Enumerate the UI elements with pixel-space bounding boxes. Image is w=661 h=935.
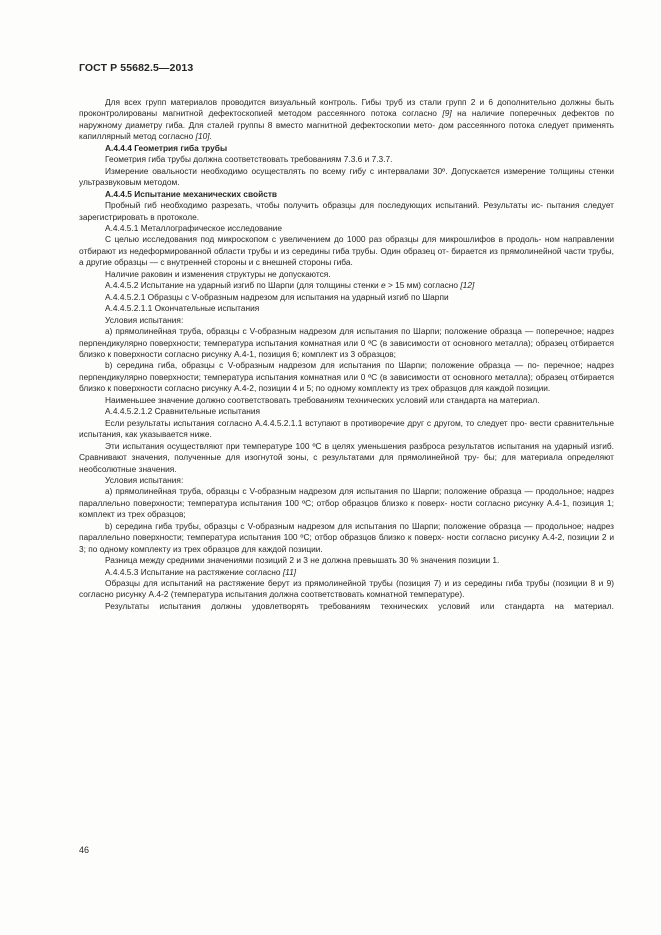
paragraph-text: А.4.4.5.2.1.2 Сравнительные испытания xyxy=(105,406,261,417)
paragraph xyxy=(79,475,614,486)
page-number: 46 xyxy=(79,845,90,855)
paragraph xyxy=(79,601,614,612)
paragraph-text: Условия испытания: xyxy=(105,314,184,325)
paragraph xyxy=(79,486,614,520)
paragraph xyxy=(79,269,614,280)
reference: [12] xyxy=(460,280,475,291)
paragraph xyxy=(79,521,614,555)
paragraph-text: а) прямолинейная труба, образцы с V-образным надрезом для испытания по Шарпи; положение образца — поперечное; надрез перпендикулярно поверхности; температура испытания комнатная или 0 ºС (в зависимости от основного металла); образец отбирается близко к поверхности согласно рисунку А.4-1, позиция 6; комплект из 3 образцов; xyxy=(79,326,614,359)
paragraph-text: Разница между средними значениями позиций 2 и 3 не должна превышать 30 % значения позиции 1. xyxy=(105,555,500,566)
paragraph xyxy=(79,567,614,578)
document-body xyxy=(79,97,614,612)
paragraph-text: С целью исследования под микроскопом с увеличением до 1000 раз образцы для микрошлифов в продоль- ном направлении отбирают из недеформированной области трубы и из середины гиба трубы. Один образец от- бирается из прямолинейной части трубы, а другие образцы — с внутренней стороны и с внешней стороны гиба. xyxy=(79,234,614,268)
paragraph xyxy=(79,97,614,143)
paragraph xyxy=(79,555,614,566)
paragraph xyxy=(79,418,614,441)
paragraph xyxy=(79,441,614,475)
paragraph xyxy=(79,315,614,326)
paragraph-text: А.4.4.4 Геометрия гиба трубы xyxy=(105,142,228,153)
paragraph-text: Пробный гиб необходимо разрезать, чтобы получить образцы для последующих испытаний. Результаты ис- пытания следует зарегистрировать в протоколе. xyxy=(79,200,614,222)
paragraph xyxy=(79,578,614,601)
paragraph xyxy=(79,395,614,406)
paragraph xyxy=(79,303,614,314)
page-header: ГОСТ Р 55682.5—2013 xyxy=(79,62,194,74)
paragraph xyxy=(79,360,614,394)
paragraph-text: А.4.4.5 Испытание механических свойств xyxy=(105,188,278,199)
reference: [11] xyxy=(282,566,297,577)
paragraph-text: А.4.4.5.2.1.1 Окончательные испытания xyxy=(105,303,260,314)
paragraph-text: А.4.4.5.1 Металлографическое исследование xyxy=(105,222,283,233)
paragraph-text: на наличие поперечных дефектов по наружному диаметру гиба. Для сталей группы 8 вместо магнитной дефектоскопии мето- дом рассеянного потока следует применять капиллярный метод согласно xyxy=(79,108,614,142)
paragraph xyxy=(79,154,614,165)
paragraph xyxy=(79,200,614,223)
section-heading xyxy=(79,143,614,154)
paragraph-text: Геометрия гиба трубы должна соответствовать требованиям 7.3.6 и 7.3.7. xyxy=(105,154,393,165)
paragraph xyxy=(79,280,614,291)
paragraph-text: Результаты испытания должны удовлетворять требованиям технических условий или стандарта на материал. xyxy=(105,600,614,611)
paragraph-text: . xyxy=(209,131,212,142)
paragraph-text: Наличие раковин и изменения структуры не допускаются. xyxy=(105,268,331,279)
paragraph-text: Измерение овальности необходимо осуществлять по всему гибу с интервалами 30º. Допускается измерение толщины стенки ультразвуковым методом. xyxy=(79,165,614,188)
paragraph-text: а) прямолинейная труба, образцы с V-образным надрезом для испытания по Шарпи; положение образца — продольное; надрез параллельно поверхности; температура испытания 100 ºС; отбор образцов близко к поверх- ности согласно рисунку А.4-1, позиция 1; комплект из трех образцов; xyxy=(79,486,614,520)
paragraph-text: А.4.4.5.3 Испытание на растяжение согласно xyxy=(105,566,283,577)
paragraph-text: А.4.4.5.2 Испытание на ударный изгиб по Шарпи (для толщины стенки xyxy=(105,280,382,291)
paragraph xyxy=(79,326,614,360)
reference: е xyxy=(381,280,386,291)
paragraph-text: Если результаты испытания согласно А.4.4.5.2.1.1 вступают в противоречие друг с другом, то следует про- вести сравнительные испытания, как указывается ниже. xyxy=(79,417,614,440)
paragraph xyxy=(79,292,614,303)
paragraph-text: Наименьшее значение должно соответствовать требованиям технических условий или стандарта на материал. xyxy=(105,394,540,405)
paragraph-text: Образцы для испытаний на растяжение берут из прямолинейной трубы (позиция 7) и из середины гиба трубы (позиции 8 и 9) согласно рисунку А.4-2 (температура испытания должна соответствовать комнатной температуре). xyxy=(79,578,614,600)
paragraph-text: b) середина гиба трубы, образцы с V-образным надрезом для испытания по Шарпи; положение образца — продольное; надрез параллельно поверхности; температура испытания 100 ºС; отбор образцов близко к поверх- ности согласно рисунку А.4-2, позиции 2 и 3; по одному комплекту из трех образцов для каждой позиции. xyxy=(79,520,614,554)
paragraph-text: Для всех групп материалов проводится визуальный контроль. Гибы труб из стали групп 2 и 6 дополнительно должны быть проконтролированы магнитной дефектоскопией методом рассеянного потока согласно xyxy=(79,97,614,119)
paragraph xyxy=(79,223,614,234)
reference: [10] xyxy=(195,131,210,142)
section-heading xyxy=(79,189,614,200)
paragraph-text: b) середина гиба, образцы с V-образным надрезом для испытания по Шарпи; положение образца — по- перечное; надрез перпендикулярно поверхности; температура испытания комнатная или 0 ºС (в зависимости от основного металла); образец отбирается близко к поверхности согласно рисунку А.4-2, позиции 4 и 5; по одному комплекту из трех образцов для каждой позиции. xyxy=(79,360,614,394)
paragraph xyxy=(79,406,614,417)
paragraph xyxy=(79,166,614,189)
paragraph-text: Эти испытания осуществляют при температуре 100 ºС в целях уменьшения разброса результатов испытания на ударный изгиб. Сравнивают значения, полученные для изогнутой зоны, с результатами для прямолинейной тру- бы; для материала определяют необсолютные значения. xyxy=(79,440,614,474)
paragraph-text: Условия испытания: xyxy=(105,474,184,485)
paragraph-text: > 15 мм) согласно xyxy=(385,280,461,291)
paragraph-text: А.4.4.5.2.1 Образцы с V-образным надрезом для испытания на ударный изгиб по Шарпи xyxy=(105,291,449,302)
paragraph xyxy=(79,234,614,268)
reference: [9] xyxy=(442,108,452,119)
